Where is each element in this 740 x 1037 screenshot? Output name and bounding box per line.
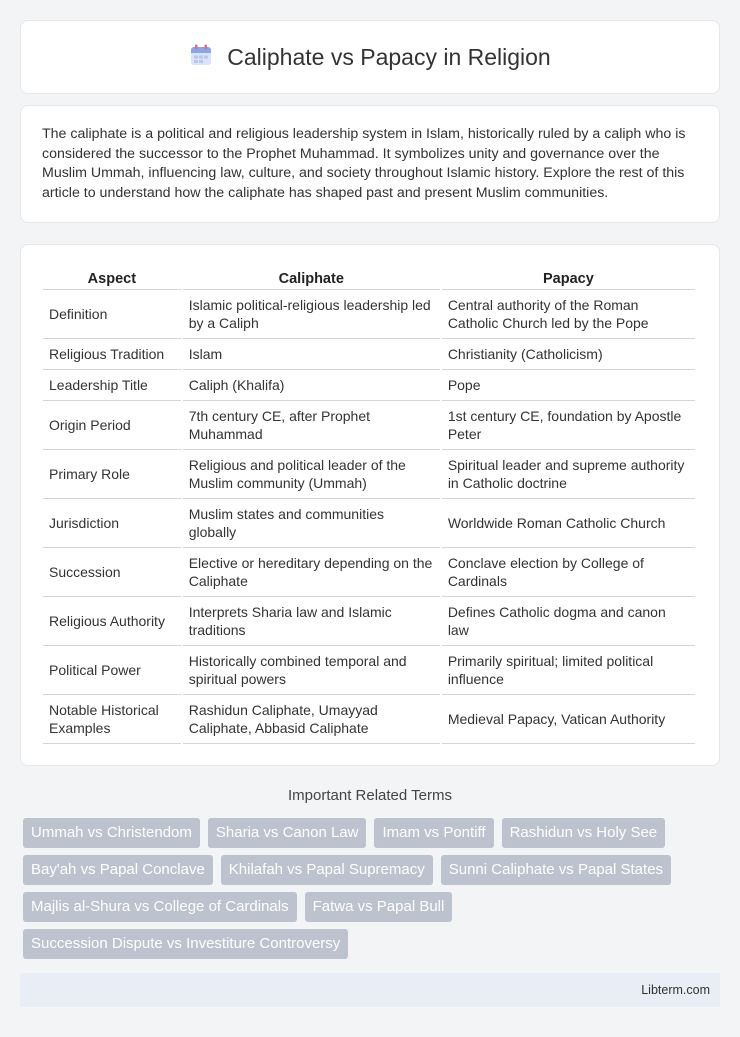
- aspect-cell: Leadership Title: [43, 370, 181, 401]
- papacy-cell: Conclave election by College of Cardinals: [442, 548, 695, 597]
- footer-brand-link[interactable]: Libterm.com: [641, 983, 710, 997]
- table-row: [43, 339, 695, 370]
- aspect-cell: Succession: [43, 548, 181, 597]
- caliphate-cell: 7th century CE, after Prophet Muhammad: [183, 401, 440, 450]
- page-title: Caliphate vs Papacy in Religion: [227, 43, 551, 70]
- caliphate-cell: Religious and political leader of the Muslim community (Ummah): [183, 450, 440, 499]
- table-row: [43, 370, 695, 401]
- caliphate-cell: Historically combined temporal and spiritual powers: [183, 646, 440, 695]
- aspect-cell: Religious Authority: [43, 597, 181, 646]
- comparison-table-card: [20, 244, 720, 766]
- related-term-tag[interactable]: Ummah vs Christendom: [23, 818, 200, 848]
- papacy-cell: Defines Catholic dogma and canon law: [442, 597, 695, 646]
- table-row: [43, 597, 695, 646]
- aspect-cell: Origin Period: [43, 401, 181, 450]
- related-term-tag[interactable]: Rashidun vs Holy See: [502, 818, 666, 848]
- column-header-aspect: Aspect: [43, 265, 181, 290]
- table-row: [43, 450, 695, 499]
- papacy-cell: Worldwide Roman Catholic Church: [442, 499, 695, 548]
- column-header-papacy: Papacy: [442, 265, 695, 290]
- aspect-cell: Political Power: [43, 646, 181, 695]
- papacy-cell: Pope: [442, 370, 695, 401]
- aspect-cell: Definition: [43, 290, 181, 339]
- related-term-tag[interactable]: Bay'ah vs Papal Conclave: [23, 855, 213, 885]
- caliphate-cell: Islam: [183, 339, 440, 370]
- aspect-cell: Jurisdiction: [43, 499, 181, 548]
- related-term-tag[interactable]: Sunni Caliphate vs Papal States: [441, 855, 671, 885]
- table-row: [43, 499, 695, 548]
- related-term-tag[interactable]: Fatwa vs Papal Bull: [305, 892, 453, 922]
- table-row: [43, 695, 695, 744]
- aspect-cell: Religious Tradition: [43, 339, 181, 370]
- intro-card: [20, 105, 720, 223]
- related-term-tag[interactable]: Succession Dispute vs Investiture Controversy: [23, 929, 348, 959]
- table-row: [43, 401, 695, 450]
- papacy-cell: Primarily spiritual; limited political influence: [442, 646, 695, 695]
- caliphate-cell: Interprets Sharia law and Islamic traditions: [183, 597, 440, 646]
- footer: [20, 973, 720, 1007]
- calendar-icon: [189, 43, 213, 72]
- caliphate-cell: Muslim states and communities globally: [183, 499, 440, 548]
- related-terms-title: Important Related Terms: [288, 787, 452, 804]
- papacy-cell: Central authority of the Roman Catholic Church led by the Pope: [442, 290, 695, 339]
- papacy-cell: Spiritual leader and supreme authority in Catholic doctrine: [442, 450, 695, 499]
- aspect-cell: Notable Historical Examples: [43, 695, 181, 744]
- related-term-tag[interactable]: Imam vs Pontiff: [374, 818, 493, 848]
- related-term-tag[interactable]: Khilafah vs Papal Supremacy: [221, 855, 433, 885]
- aspect-cell: Primary Role: [43, 450, 181, 499]
- related-term-tag[interactable]: Sharia vs Canon Law: [208, 818, 367, 848]
- related-terms-list: [23, 818, 713, 959]
- intro-text: The caliphate is a political and religious leadership system in Islam, historically ruled by a caliph who is considered the successor to the Prophet Muhammad. It symbolizes unity and governance over the Muslim Ummah, influencing law, culture, and society throughout Islamic history. Explore the rest of this article to understand how the caliphate has shaped past and present Muslim communities.: [42, 126, 686, 201]
- table-row: [43, 548, 695, 597]
- papacy-cell: Medieval Papacy, Vatican Authority: [442, 695, 695, 744]
- caliphate-cell: Caliph (Khalifa): [183, 370, 440, 401]
- column-header-caliphate: Caliphate: [183, 265, 440, 290]
- table-row: [43, 290, 695, 339]
- header-card: [20, 20, 720, 94]
- related-term-tag[interactable]: Majlis al-Shura vs College of Cardinals: [23, 892, 297, 922]
- caliphate-cell: Islamic political-religious leadership led by a Caliph: [183, 290, 440, 339]
- papacy-cell: 1st century CE, foundation by Apostle Peter: [442, 401, 695, 450]
- table-row: [43, 646, 695, 695]
- caliphate-cell: Elective or hereditary depending on the Caliphate: [183, 548, 440, 597]
- comparison-table: [41, 265, 697, 744]
- caliphate-cell: Rashidun Caliphate, Umayyad Caliphate, Abbasid Caliphate: [183, 695, 440, 744]
- papacy-cell: Christianity (Catholicism): [442, 339, 695, 370]
